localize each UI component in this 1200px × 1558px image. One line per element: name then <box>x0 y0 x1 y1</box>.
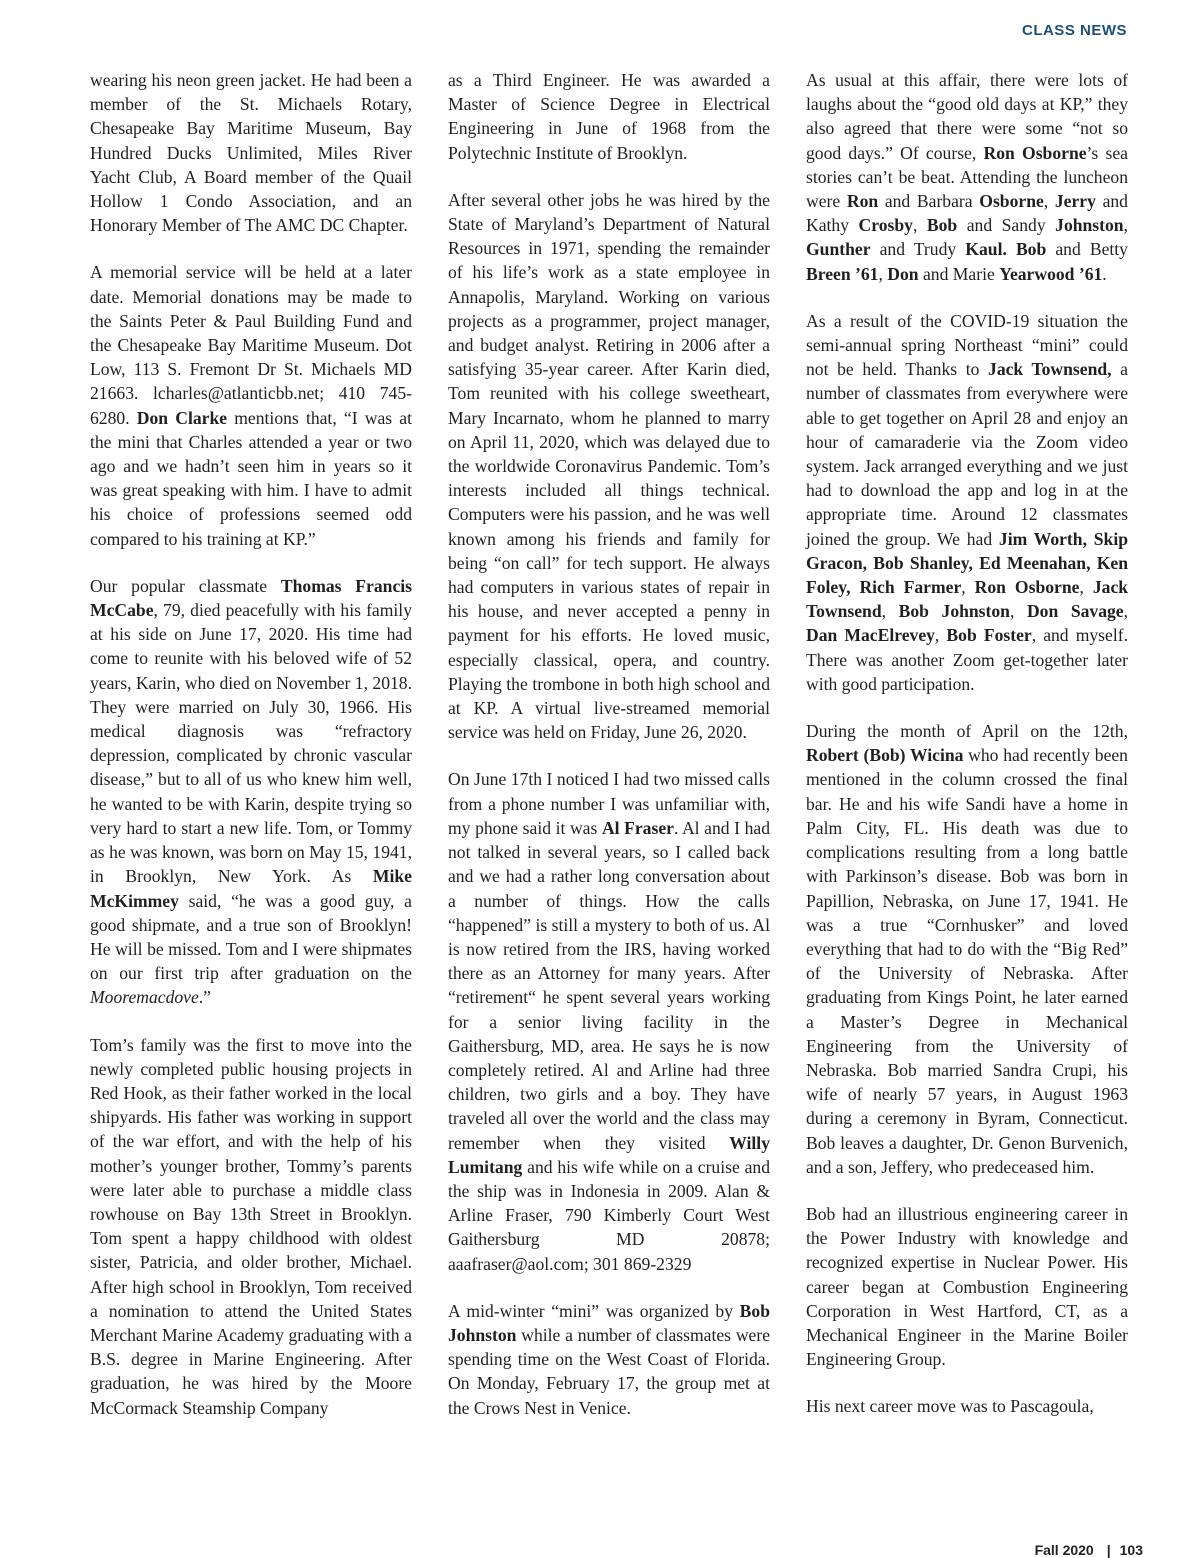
paragraph <box>806 1202 1128 1371</box>
bold-name: Don Savage <box>1026 601 1124 622</box>
bold-name: Ron <box>846 191 879 212</box>
section-label: CLASS NEWS <box>1021 22 1127 39</box>
text-run: a number of classmates from everywhere were able to get together on April 28 and enjoy an hour of camaraderie via the Zoom video system. Jack arranged everything and we just had to download the app and log in at the appropriate time. Around 12 classmates joined the group. We had <box>806 359 1128 549</box>
italic-text: Mooremacdove <box>90 987 199 1008</box>
text-run: and Barbara <box>878 191 980 212</box>
text-run: and Betty <box>1046 239 1128 260</box>
text-run: and Marie <box>918 263 1000 284</box>
text-run: , <box>912 215 927 236</box>
text-run: and Trudy <box>870 239 966 260</box>
bold-name: Kaul. Bob <box>965 239 1047 260</box>
text-run: , <box>1009 601 1027 622</box>
bold-name: Gunther <box>806 239 871 260</box>
text-run: , <box>881 601 899 622</box>
paragraph <box>448 1299 770 1420</box>
text-run: , and myself. There was another Zoom get-together later with good participation. <box>806 625 1128 694</box>
text-run: . Al and I had not talked in several years, so I called back and we had a rather long conversation about a number of things. How the calls “happened” is still a mystery to both of us. Al is now retired from the IRS, having worked there as an Attorney for many years. After “retirement“ he spent several years working for a senior living facility in the Gaithersburg, MD, area. He says he is now completely retired. Al and Arline had three children, two girls and a boy. They have traveled all over the world and the class may remember when they visited <box>448 817 771 1153</box>
bold-name: Breen ’61 <box>806 263 879 284</box>
bold-name: Bob Johnston <box>898 601 1010 622</box>
bold-name: Yearwood ’61 <box>999 263 1103 284</box>
bold-name: Willy Lumitang <box>448 1132 770 1177</box>
text-run: . <box>1102 263 1107 284</box>
paragraph <box>448 767 770 1275</box>
issue-label: Fall 2020 <box>1034 1542 1094 1558</box>
bold-name: Jack Townsend <box>806 577 1129 622</box>
text-run: while a number of classmates were spending time on the West Coast of Florida. On Monday, February 17, the group met at the Crows Nest in Venice. <box>448 1324 770 1418</box>
bold-name: Crosby <box>858 215 913 236</box>
text-run: Bob had an illustrious engineering career in the Power Industry with knowledge and recognized expertise in Nuclear Power. His career began at Combustion Engineering Corporation in West Hartford, CT, as a Mechanical Engineer in the Marine Boiler Engineering Group. <box>806 1203 1128 1370</box>
text-run: During the month of April on the 12th, <box>806 721 1128 742</box>
paragraph <box>448 68 770 165</box>
text-run: , 79, died peacefully with his family at his side on June 17, 2020. His time had come to reunite with his beloved wife of 52 years, Karin, who died on November 1, 2018. They were married on July 30, 1966. His medical diagnosis was “refractory depression, complicated by chronic vascular disease,” but to all of us who knew him well, he wanted to be with Karin, despite trying so very hard to start a new life. Tom, or Tommy as he was known, was born on May 15, 1941, in Brooklyn, New York. As <box>90 600 412 887</box>
bold-name: Jerry <box>1054 191 1096 212</box>
page-number: 103 <box>1119 1542 1143 1558</box>
paragraph <box>90 574 412 1010</box>
bold-name: Bob <box>926 215 958 236</box>
paragraph <box>806 309 1128 696</box>
text-run: ’s sea stories can’t be beat. Attending the luncheon were <box>806 142 1128 212</box>
article-column-1 <box>90 68 412 1443</box>
bold-name: Dan MacElrevey <box>806 625 935 646</box>
text-run: mentions that, “I was at the mini that Charles attended a year or two ago and we hadn’t seen him in years so it was great speaking with him. I have to admit his choice of professions seemed odd compared to his training at KP.” <box>90 407 413 549</box>
text-run: Our popular classmate <box>90 575 281 596</box>
text-run: As a result of the COVID-19 situation the semi-annual spring Northeast “mini” could not be held. Thanks to <box>806 310 1128 380</box>
text-run: and Kathy <box>806 191 1128 236</box>
text-run: On June 17th I noticed I had two missed calls from a phone number I was unfamiliar with, my phone said it was <box>448 769 770 838</box>
paragraph <box>90 1033 412 1420</box>
bold-name: Bob Foster <box>946 625 1032 646</box>
text-run: as a Third Engineer. He was awarded a Master of Science Degree in Electrical Engineering in June of 1968 from the Polytechnic Institute of Brooklyn. <box>448 70 770 163</box>
text-run: , <box>1123 601 1129 622</box>
text-run: and his wife while on a cruise and the ship was in Indonesia in 2009. Alan & Arline Fraser, 790 Kimberly Court West Gaithersburg MD 20878; aaafraser@aol.com; 301 869-2329 <box>448 1156 770 1274</box>
bold-name: Robert (Bob) Wicina <box>806 745 964 766</box>
bold-name: Johnston <box>1055 215 1124 236</box>
page-footer <box>1035 1542 1143 1558</box>
text-run: , <box>961 577 975 598</box>
bold-name: Ron Osborne <box>983 142 1087 163</box>
text-run: .” <box>198 987 211 1008</box>
text-run: wearing his neon green jacket. He had been a member of the St. Michaels Rotary, Chesapeake Bay Maritime Museum, Bay Hundred Ducks Unlimited, Miles River Yacht Club, A Board member of the Quail Hollow 1 Condo Association, and an Honorary Member of The AMC DC Chapter. <box>90 70 412 236</box>
bold-name: Osborne <box>979 191 1044 212</box>
paragraph <box>806 68 1128 286</box>
text-run: , <box>878 263 888 284</box>
text-run: , <box>1079 577 1093 598</box>
bold-name: Don Clarke <box>136 407 228 428</box>
text-run: , <box>934 625 947 646</box>
article-column-2 <box>448 68 770 1443</box>
bold-name: Don <box>887 263 919 284</box>
paragraph <box>806 1394 1128 1418</box>
paragraph <box>90 68 412 237</box>
text-run: , <box>1123 215 1128 236</box>
bold-name: Al Fraser <box>601 817 674 838</box>
bold-name: Bob Johnston <box>448 1300 770 1345</box>
text-run: A memorial service will be held at a later date. Memorial donations may be made to the Saints Peter & Paul Building Fund and the Chesapeake Bay Maritime Museum. Dot Low, 113 S. Fremont Dr St. Michaels MD 21663. lcharles@atlanticbb.net; 410 745-6280. <box>90 262 412 428</box>
text-run: His next career move was to Pascagoula, <box>806 1396 1094 1417</box>
article-column-3 <box>806 68 1128 1442</box>
paragraph <box>448 188 770 745</box>
text-run: and Sandy <box>957 215 1056 236</box>
paragraph <box>90 260 412 550</box>
bold-name: Ron Osborne <box>974 577 1080 598</box>
text-run: A mid-winter “mini” was organized by <box>448 1300 740 1321</box>
bold-name: Mike McKimmey <box>90 866 412 911</box>
bold-name: Jack Townsend, <box>988 359 1112 380</box>
text-run: After several other jobs he was hired by the State of Maryland’s Department of Natural Resources in 1971, spending the remainder of his life’s work as a state employee in Annapolis, Maryland. Working on various projects as a programmer, project manager, and budget analyst. Retiring in 2006 after a satisfying 35-year career. After Karin died, Tom reunited with his college sweetheart, Mary Incarnato, whom he planned to marry on April 11, 2020, which was delayed due to the worldwide Coronavirus Pandemic. Tom’s interests included all things technical. Computers were his passion, and he was well known among his friends and family for being “on call” for tech support. He always had computers in various states of repair in his house, and never accepted a penny in payment for his efforts. He loved music, especially classical, opera, and country. Playing the trombone in both high school and at KP. A virtual live-streamed memorial service was held on Friday, June 26, 2020. <box>448 189 770 743</box>
text-run: who had recently been mentioned in the column crossed the final bar. He and his wife Sandi have a home in Palm City, FL. His death was due to complications resulting from a long battle with Parkinson’s disease. Bob was born in Papillion, Nebraska, on June 17, 1941. He was a true “Cornhusker” and loved everything that had to do with the “Big Red” of the University of Nebraska. After graduating from Kings Point, he later earned a Master’s Degree in Mechanical Engineering from the University of Nebraska. Bob married Sandra Crupi, his wife of nearly 57 years, in August 1963 during a ceremony in Byram, Connecticut. Bob leaves a daughter, Dr. Genon Burvenich, and a son, Jeffery, who predeceased him. <box>806 745 1128 1177</box>
text-run: Tom’s family was the first to move into the newly completed public housing projects in Red Hook, as their father worked in the local shipyards. His father was working in support of the war effort, and with the help of his mother’s younger brother, Tommy’s parents were later able to purchase a middle class rowhouse on Bay 13th Street in Brooklyn. Tom spent a happy childhood with oldest sister, Patricia, and older brother, Michael. After high school in Brooklyn, Tom received a nomination to attend the United States Merchant Marine Academy graduating with a B.S. degree in Marine Engineering. After graduation, he was hired by the Moore McCormack Steamship Company <box>90 1034 412 1418</box>
paragraph <box>806 719 1128 1179</box>
footer-separator: | <box>1106 1542 1111 1558</box>
bold-name: Thomas Francis McCabe <box>90 575 412 621</box>
bold-name: Jim Worth, Skip Gracon, Bob Shanley, Ed Meenahan, Ken Foley, Rich Farmer <box>806 528 1128 598</box>
text-run: said, “he was a good guy, a good shipmate, and a true son of Brooklyn! He will be missed. Tom and I were shipmates on our first trip after graduation on the <box>90 890 412 984</box>
text-run: , <box>1043 191 1055 212</box>
text-run: As usual at this affair, there were lots of laughs about the “good old days at KP,” they also agreed that there were some “not so good days.” Of course, <box>806 70 1128 163</box>
